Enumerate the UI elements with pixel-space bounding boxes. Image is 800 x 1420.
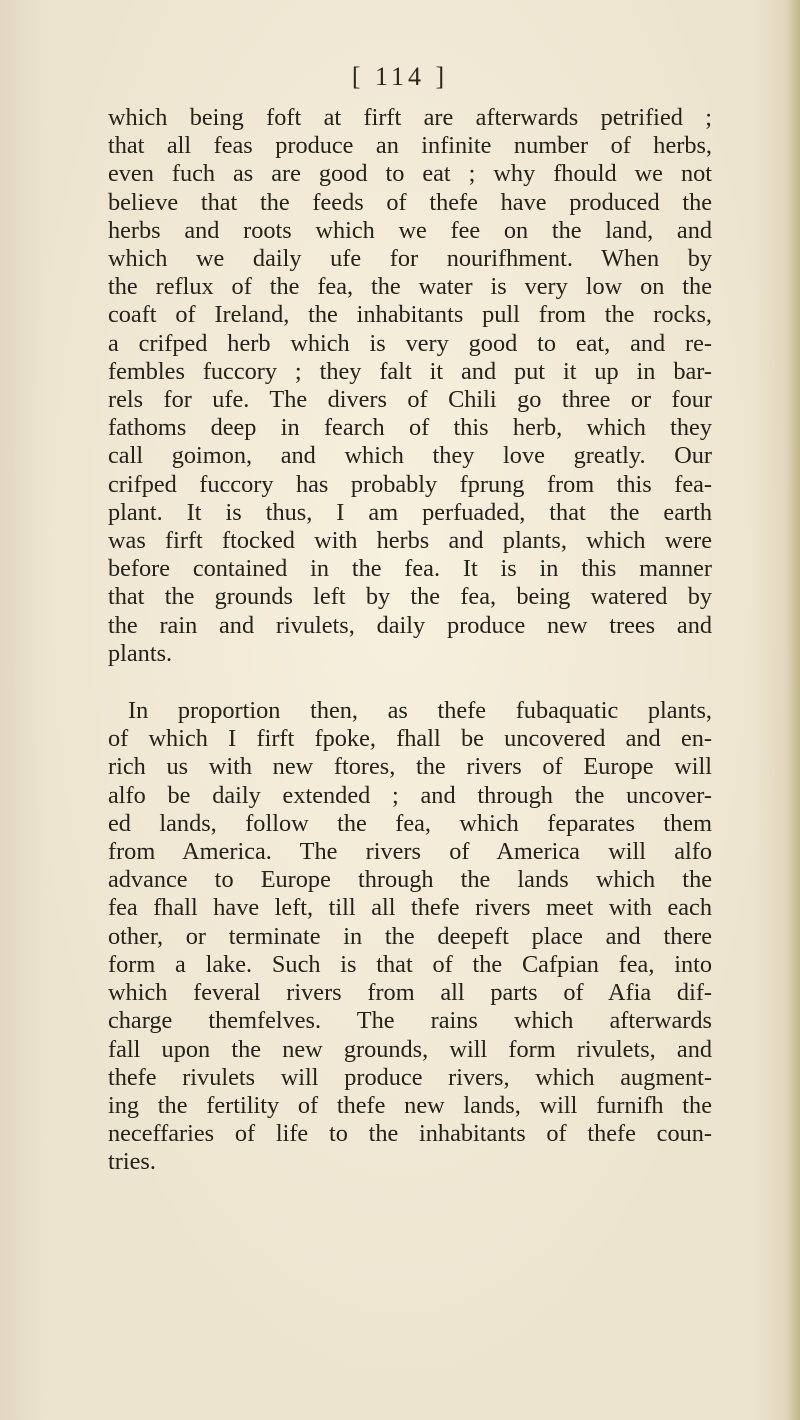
text-line: before contained in the fea. It is in this manner (108, 555, 712, 583)
text-line: tries. (108, 1148, 156, 1176)
text-line: In proportion then, as thefe fubaquatic plants, (128, 697, 712, 725)
text-line: alfo be daily extended ; and through the uncover- (108, 781, 712, 809)
body-text (108, 104, 712, 1177)
text-line: advance to Europe through the lands which the (108, 866, 712, 894)
text-line: a crifped herb which is very good to eat, and re- (108, 329, 712, 357)
text-line: plant. It is thus, I am perfuaded, that the earth (108, 498, 712, 526)
text-line: which we daily ufe for nourifhment. When by (108, 245, 712, 273)
text-line: fathoms deep in fearch of this herb, which they (108, 414, 712, 442)
text-line: rich us with new ftores, the rivers of Europe will (108, 753, 712, 781)
text-line: the rain and rivulets, daily produce new trees and (108, 611, 712, 639)
text-line: thefe rivulets will produce rivers, which augment- (108, 1063, 712, 1091)
text-line: was firft ftocked with herbs and plants, which were (108, 527, 712, 555)
text-line: which being foft at firft are afterwards petrified ; (108, 104, 712, 131)
text-line: ed lands, follow the fea, which feparates them (108, 809, 712, 837)
text-line: form a lake. Such is that of the Cafpian fea, into (108, 950, 712, 978)
text-line: other, or terminate in the deepeft place and there (108, 922, 712, 950)
text-line: neceffaries of life to the inhabitants of thefe coun- (108, 1120, 712, 1148)
text-line: herbs and roots which we fee on the land, and (108, 216, 712, 244)
text-line: that all feas produce an infinite number of herbs, (108, 132, 712, 160)
text-line: ing the fertility of thefe new lands, will furnifh the (108, 1091, 712, 1119)
text-line: plants. (108, 639, 173, 667)
text-line: even fuch as are good to eat ; why fhould we not (108, 160, 712, 188)
text-line: from America. The rivers of America will alfo (108, 838, 712, 866)
text-line: crifped fuccory has probably fprung from this fea- (108, 470, 712, 498)
paragraph-2 (108, 697, 712, 1176)
text-line: of which I firft fpoke, fhall be uncovered and en- (108, 725, 712, 753)
text-line: the reflux of the fea, the water is very low on the (108, 273, 712, 301)
text-line: believe that the feeds of thefe have produced the (108, 188, 712, 216)
page-edge (786, 0, 800, 1420)
text-line: rels for ufe. The divers of Chili go three or four (108, 386, 712, 414)
text-line: which feveral rivers from all parts of Afia dif- (108, 979, 712, 1007)
text-line: that the grounds left by the fea, being watered by (108, 583, 712, 611)
text-line: fea fhall have left, till all thefe rivers meet with each (108, 894, 712, 922)
paragraph-1 (108, 104, 712, 668)
text-line: call goimon, and which they love greatly. Our (108, 442, 712, 470)
page-number-header: [ 114 ] (351, 62, 449, 91)
text-line: fall upon the new grounds, will form rivulets, and (108, 1035, 712, 1063)
text-line: charge themfelves. The rains which afterwards (108, 1007, 712, 1035)
text-line: fembles fuccory ; they falt it and put it up in bar- (108, 357, 712, 385)
text-line: coaft of Ireland, the inhabitants pull from the rocks, (108, 301, 712, 329)
